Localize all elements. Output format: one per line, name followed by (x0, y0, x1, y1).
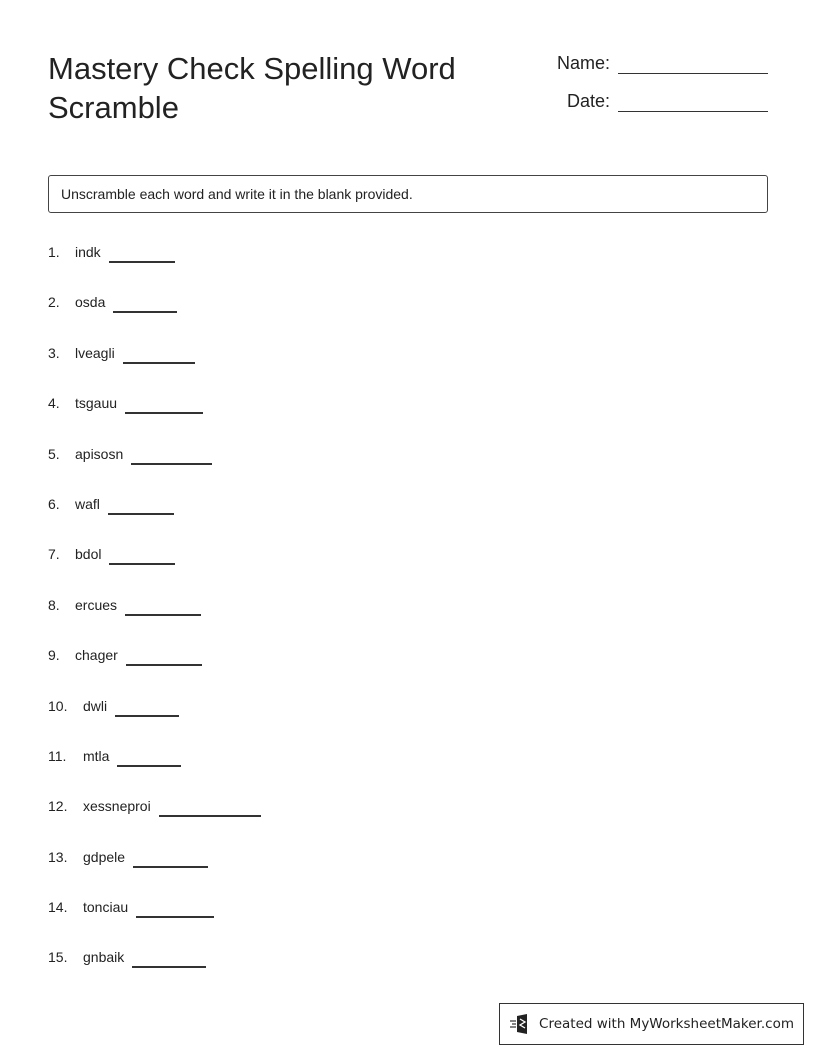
footer-text: Created with MyWorksheetMaker.com (539, 1016, 794, 1032)
scrambled-word: gnbaik (83, 949, 125, 966)
worksheet-logo-icon (509, 1013, 533, 1035)
item-number: 5. (48, 445, 60, 462)
item-number: 14. (48, 899, 68, 916)
date-label: Date: (566, 91, 610, 111)
answer-blank[interactable] (125, 393, 203, 414)
item-number: 6. (48, 495, 60, 512)
item-number: 7. (48, 546, 60, 563)
scrambled-word: osda (75, 294, 106, 311)
list-item (48, 242, 261, 292)
item-number: 13. (48, 848, 68, 865)
item-number: 1. (48, 244, 60, 260)
item-number: 12. (48, 798, 68, 815)
item-number: 9. (48, 647, 60, 664)
scrambled-word: apisosn (75, 445, 124, 462)
scrambled-word: indk (75, 244, 101, 260)
list-item (48, 343, 261, 393)
answer-blank[interactable] (132, 947, 206, 968)
word-list (48, 242, 261, 998)
item-number: 8. (48, 596, 60, 613)
item-number: 4. (48, 395, 60, 412)
list-item (48, 393, 261, 443)
item-number: 11. (48, 747, 67, 764)
date-blank[interactable] (618, 93, 768, 112)
date-field (567, 91, 768, 112)
list-item (48, 544, 261, 594)
scrambled-word: gdpele (83, 848, 126, 865)
footer-credit (499, 1003, 804, 1045)
list-item (48, 847, 261, 897)
list-item (48, 444, 261, 494)
scrambled-word: chager (75, 647, 118, 664)
scrambled-word: tsgauu (75, 395, 118, 412)
name-field (557, 53, 768, 74)
list-item (48, 696, 261, 746)
answer-blank[interactable] (133, 847, 208, 868)
name-label: Name: (556, 53, 610, 73)
answer-blank[interactable] (117, 746, 181, 767)
answer-blank[interactable] (126, 645, 202, 666)
answer-blank[interactable] (131, 444, 212, 465)
answer-blank[interactable] (108, 494, 174, 515)
list-item (48, 645, 261, 695)
instructions-box: Unscramble each word and write it in the blank provided. (48, 175, 768, 213)
scrambled-word: xessneproi (83, 798, 151, 815)
answer-blank[interactable] (159, 796, 261, 817)
list-item (48, 897, 261, 947)
list-item (48, 796, 261, 846)
name-blank[interactable] (618, 55, 768, 74)
item-number: 2. (48, 294, 60, 311)
answer-blank[interactable] (115, 696, 179, 717)
list-item (48, 947, 261, 997)
list-item (48, 746, 261, 796)
answer-blank[interactable] (113, 292, 177, 313)
scrambled-word: ercues (75, 596, 118, 613)
answer-blank[interactable] (123, 343, 195, 364)
list-item (48, 595, 261, 645)
scrambled-word: wafl (75, 495, 100, 512)
scrambled-word: bdol (75, 546, 102, 563)
scrambled-word: dwli (83, 697, 108, 714)
scrambled-word: lveagli (75, 344, 115, 361)
list-item (48, 494, 261, 544)
item-number: 10. (48, 697, 68, 714)
list-item (48, 292, 261, 342)
item-number: 3. (48, 344, 60, 361)
page-title: Mastery Check Spelling Word Scramble (48, 51, 456, 125)
answer-blank[interactable] (109, 242, 175, 263)
answer-blank[interactable] (109, 544, 175, 565)
scrambled-word: mtla (83, 747, 110, 764)
answer-blank[interactable] (125, 595, 201, 616)
item-number: 15. (48, 949, 68, 966)
answer-blank[interactable] (136, 897, 214, 918)
scrambled-word: tonciau (83, 899, 129, 916)
